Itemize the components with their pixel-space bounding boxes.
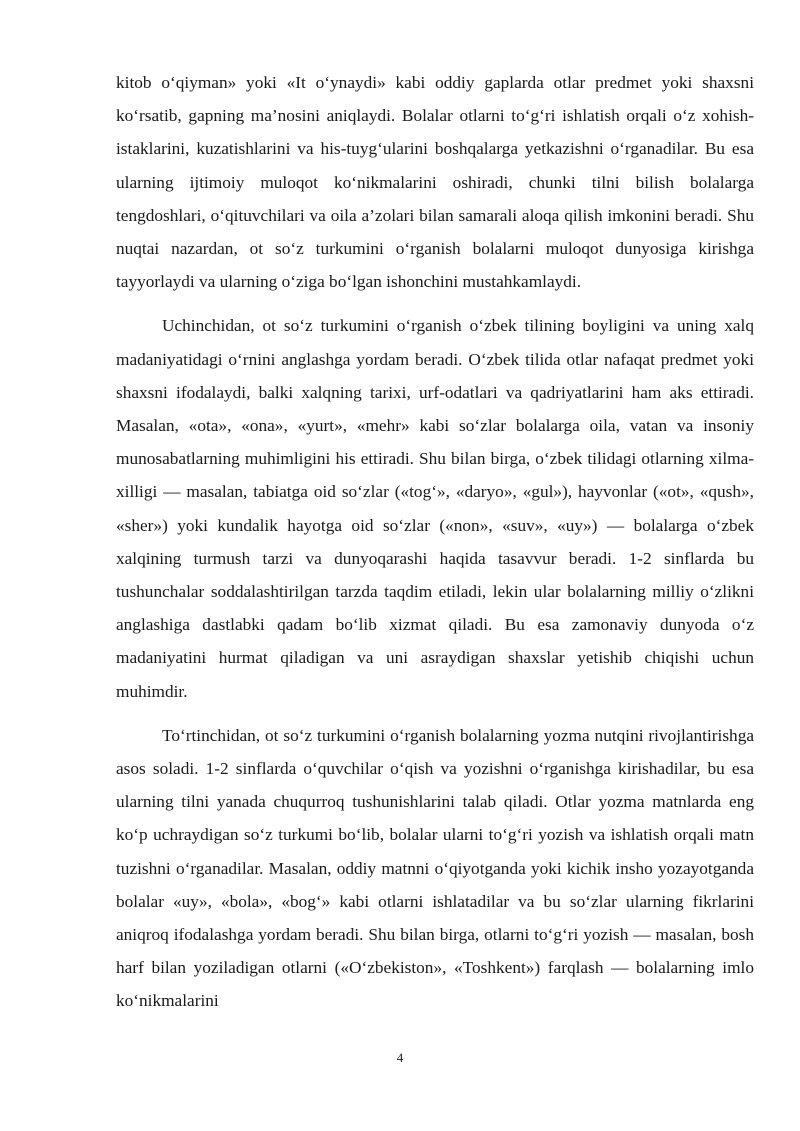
paragraph-2: Uchinchidan, ot so‘z turkumini o‘rganish o‘zbek tilining boyligini va uning xalq madaniyatidagi o‘rnini anglashga yordam beradi. O‘zbek tilida otlar nafaqat predmet yoki shaxsni ifodalaydi, balki xalqning tarixi, urf-odatlari va qadriyatlarini ham aks ettiradi. Masalan, «ota», «ona», «yurt», «mehr» kabi so‘zlar bolalarga oila, vatan va insoniy munosabatlarning muhimligini his ettiradi. Shu bilan birga, o‘zbek tilidagi otlarning xilma-xilligi — masalan, tabiatga oid so‘zlar («tog‘», «daryo», «gul»), hayvonlar («ot», «qush», «sher») yoki kundalik hayotga oid so‘zlar («non», «suv», «uy») — bolalarga o‘zbek xalqining turmush tarzi va dunyoqarashi haqida tasavvur beradi. 1-2 sinflarda bu tushunchalar soddalashtirilgan tarzda taqdim etiladi, lekin ular bolalarning milliy o‘zlikni anglashiga dastlabki qadam bo‘lib xizmat qiladi. Bu esa zamonaviy dunyoda o‘z madaniyatini hurmat qiladigan va uni asraydigan shaxslar yetishib chiqishi uchun muhimdir. bbox=[116, 316, 754, 701]
page-number: 4 bbox=[396, 1050, 404, 1065]
paragraph-1: kitob o‘qiyman» yoki «It o‘ynaydi» kabi oddiy gaplarda otlar predmet yoki shaxsni ko‘rsatib, gapning ma’nosini aniqlaydi. Bolalar otlarni to‘g‘ri ishlatish orqali o‘z xohish-istaklarini, kuzatishlarini va his-tuyg‘ularini boshqalarga yetkazishni o‘rganadilar. Bu esa ularning ijtimoiy muloqot ko‘nikmalarini oshiradi, chunki tilni bilish bolalarga tengdoshlari, o‘qituvchilari va oila a’zolari bilan samarali aloqa qilish imkonini beradi. Shu nuqtai nazardan, ot so‘z turkumini o‘rganish bolalarni muloqot dunyosiga kirishga tayyorlaydi va ularning o‘ziga bo‘lgan ishonchini mustahkamlaydi. bbox=[116, 73, 754, 292]
paragraph-3: To‘rtinchidan, ot so‘z turkumini o‘rganish bolalarning yozma nutqini rivojlantirishga asos soladi. 1-2 sinflarda o‘quvchilar o‘qish va yozishni o‘rganishga kirishadilar, bu esa ularning tilni yanada chuqurroq tushunishlarini talab qiladi. Otlar yozma matnlarda eng ko‘p uchraydigan so‘z turkumi bo‘lib, bolalar ularni to‘g‘ri yozish va ishlatish orqali matn tuzishni o‘rganadilar. Masalan, oddiy matnni o‘qiyotganda yoki kichik insho yozayotganda bolalar «uy», «bola», «bog‘» kabi otlarni ishlatadilar va bu so‘zlar ularning fikrlarini aniqroq ifodalashga yordam beradi. Shu bilan birga, otlarni to‘g‘ri yozish — masalan, bosh harf bilan yoziladigan otlarni («O‘zbekiston», «Toshkent») farqlash — bolalarning imlo ko‘nikmalarini bbox=[116, 725, 754, 1011]
document-page bbox=[116, 66, 754, 1018]
